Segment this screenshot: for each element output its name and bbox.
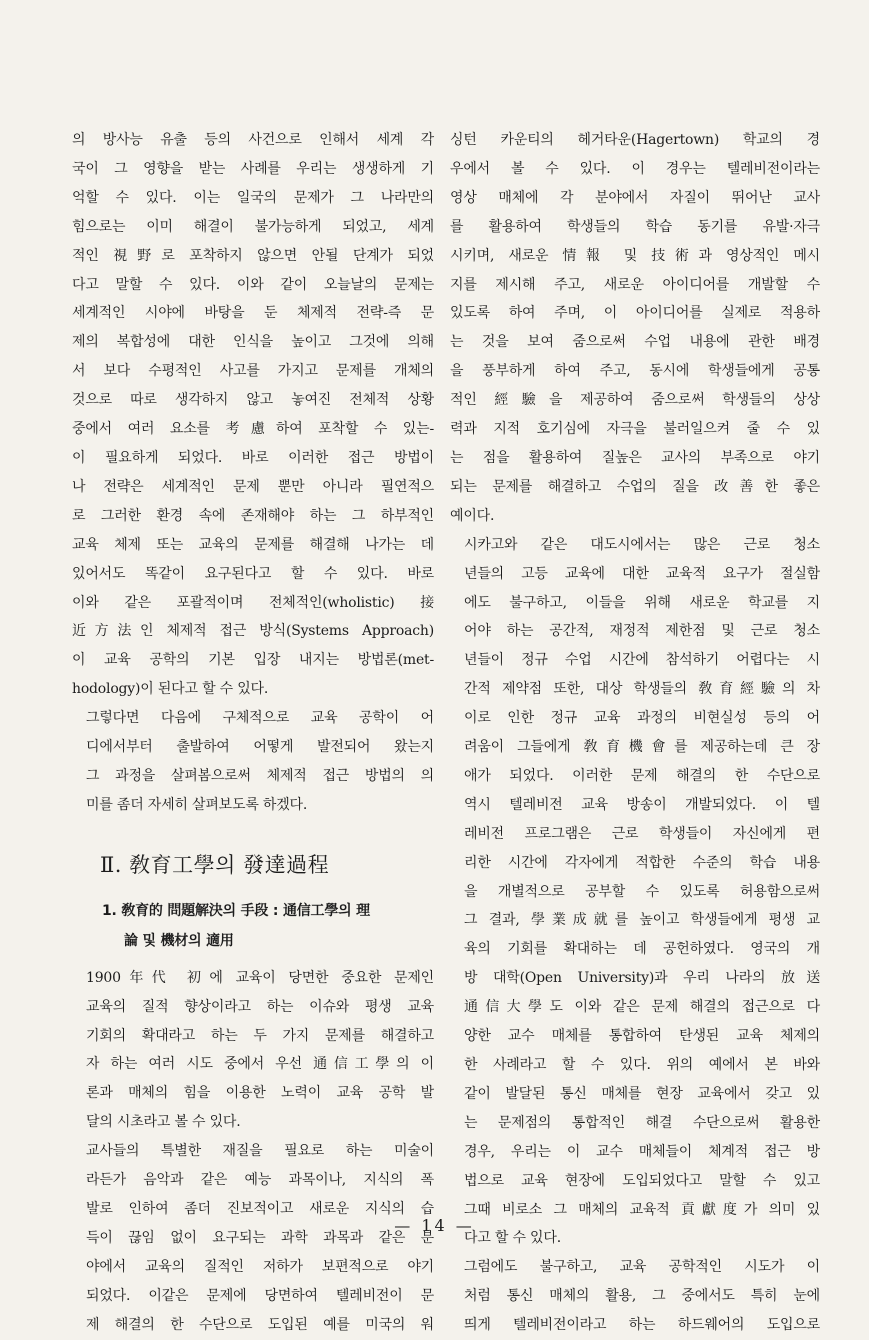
text-line: 년들이 정규 수업 시간에 참석하기 어렵다는 시 [464,652,820,669]
text-line: 로 그러한 환경 속에 존재해야 하는 그 하부적인 [72,507,434,524]
text-line: 적인 視野로 포착하지 않으면 안될 단계가 되었 [72,247,434,264]
text-line: 싱턴 카운티의 헤거타운(Hagertown) 학교의 경 [450,132,820,148]
text-line: 예이다. [450,507,495,524]
text-line: 있어서도 똑같이 요구된다고 할 수 있다. 바로 [72,565,434,582]
text-line: 애가 되었다. 이러한 문제 해결의 한 수단으로 [464,767,820,784]
text-line: 나 전략은 세계적인 문제 뿐만 아니라 필연적으 [72,478,434,495]
text-line: 시키며, 새로운 情報 및 技術과 영상적인 메시 [450,247,820,264]
text-line: 를 활용하여 학생들의 학습 동기를 유발·자극 [450,218,820,235]
text-line: 리한 시간에 각자에게 적합한 수준의 학습 내용 [464,854,820,871]
text-line: 그 과정을 살펴봄으로써 체제적 접근 방법의 의 [86,767,434,784]
paragraph [72,126,434,704]
text-line: 제의 복합성에 대한 인식을 높이고 그것에 의해 [72,334,434,351]
text-line: hodology)이 된다고 할 수 있다. [72,681,269,698]
text-line: 는 문제점의 통합적인 해결 수단으로써 활용한 [464,1114,820,1131]
text-line: 력과 지적 호기심에 자극을 불러일으켜 줄 수 있 [450,421,820,438]
text-line: 디에서부터 출발하여 어떻게 발전되어 왔는지 [86,739,434,756]
text-line: 되었다. 이같은 문제에 당면하여 텔레비전이 문 [86,1287,434,1304]
text-line: 방 대학(Open University)과 우리 나라의 放送 [464,970,820,987]
text-line: 그 결과, 學業成就를 높이고 학생들에게 평생 교 [464,912,820,929]
text-line: 이 필요하게 되었다. 바로 이러한 접근 방법이 [72,449,434,466]
text-line: 간적 제약점 또한, 대상 학생들의 敎育經驗의 차 [464,681,820,698]
paragraph [72,964,434,1137]
text-line: 같이 발달된 통신 매체를 현장 교육에서 갖고 있 [464,1085,820,1102]
text-line: 영상 매체에 각 분야에서 자질이 뛰어난 교사 [450,189,820,206]
text-line: 1900年代 初에 교육이 당면한 중요한 문제인 [86,969,434,986]
text-line: 힘으로는 이미 해결이 불가능하게 되었고, 세계 [72,218,434,235]
right-column [450,126,820,1340]
text-line: 세계적인 시야에 바탕을 둔 체제적 전략-즉 문 [72,305,434,322]
text-line: 년들의 고등 교육에 대한 교육적 요구가 절실함 [464,565,820,582]
text-line: 경우, 우리는 이 교수 매체들이 체계적 접근 방 [464,1143,820,1160]
paragraph [72,1137,434,1339]
text-line: 이로 인한 정규 교육 과정의 비현실성 등의 어 [464,710,820,727]
text-line: 자 하는 여러 시도 중에서 우선 通信工學의 이 [86,1056,434,1073]
text-line: 지를 제시해 주고, 새로운 아이디어를 개발할 수 [450,276,820,293]
text-line: 을 풍부하게 하여 주고, 동시에 학생들에게 공통 [450,363,820,380]
text-line: 되는 문제를 해결하고 수업의 질을 改善한 좋은 [450,478,820,495]
text-line: 그때 비로소 그 매체의 교육적 貢獻度가 의미 있 [464,1201,820,1218]
text-line: 그렇다면 다음에 구체적으로 교육 공학이 어 [86,710,434,727]
subheading-line: 論 및 機材의 適用 [124,932,234,949]
text-line: 레비전 프로그램은 근로 학생들이 자신에게 편 [464,825,820,842]
section-heading: Ⅱ. 敎育工學의 發達過程 [100,852,330,877]
text-line: 교사들의 특별한 재질을 필요로 하는 미술이 [86,1143,434,1160]
text-line: 야에서 교육의 질적인 저하가 보편적으로 야기 [86,1258,434,1275]
text-line: 교육 체제 또는 교육의 문제를 해결해 나가는 데 [72,536,434,553]
text-line: 득이 끊임 없이 요구되는 과학 과목과 같은 분 [86,1229,434,1246]
text-line: 을 개별적으로 공부할 수 있도록 허용함으로써 [464,883,820,900]
subheading [102,896,434,956]
text-line: 는 점을 활용하여 질높은 교사의 부족으로 야기 [450,449,820,466]
text-line: 시카고와 같은 대도시에서는 많은 근로 청소 [464,536,820,553]
text-line: 억할 수 있다. 이는 일국의 문제가 그 나라만의 [72,189,434,206]
text-line: 적인 經驗을 제공하여 줌으로써 학생들의 상상 [450,392,820,409]
text-line: 국이 그 영향을 받는 사례를 우리는 생생하게 기 [72,160,434,177]
text-line: 려움이 그들에게 敎育機會를 제공하는데 큰 장 [464,739,820,756]
text-line: 다고 말할 수 있다. 이와 같이 오늘날의 문제는 [72,276,434,293]
text-line: 라든가 음악과 같은 예능 과목이나, 지식의 폭 [86,1172,434,1189]
text-line: 通信大學도 이와 같은 문제 해결의 접근으로 다 [464,999,820,1016]
text-line: 우에서 볼 수 있다. 이 경우는 텔레비전이라는 [450,160,820,177]
text-line: 것으로 따로 생각하지 않고 놓여진 전체적 상황 [72,392,434,409]
text-line: 중에서 여러 요소를 考慮하여 포착할 수 있는- [72,421,434,438]
text-line: 띄게 텔레비전이라고 하는 하드웨어의 도입으로 [464,1317,820,1334]
text-line: 법으로 교육 현장에 도입되었다고 말할 수 있고 [464,1172,820,1189]
text-line: 제 해결의 한 수단으로 도입된 예를 미국의 워 [86,1316,434,1333]
text-line: 에도 불구하고, 이들을 위해 새로운 학교를 지 [464,594,820,611]
text-line: 이 교육 공학의 기본 입장 내지는 방법론(met- [72,652,434,669]
text-line: 발로 인하여 좀더 진보적이고 새로운 지식의 습 [86,1201,434,1217]
paragraph [72,704,434,820]
text-line: 달의 시초라고 볼 수 있다. [86,1114,241,1131]
text-line: 육의 기회를 확대하는 데 공헌하였다. 영국의 개 [464,941,820,958]
paragraph [450,126,820,531]
text-line: 교육의 질적 향상이라고 하는 이슈와 평생 교육 [86,998,434,1015]
text-line: 近方法인 체제적 접근 방식(Systems Approach) [72,623,434,640]
subheading-line: 1. 敎育的 問題解決의 手段 : 通信工學의 理 [102,902,370,919]
paragraph [450,1253,820,1340]
text-line: 양한 교수 매체를 통합하여 탄생된 교육 체제의 [464,1028,820,1045]
text-line: 서 보다 수평적인 사고를 가지고 문제를 개체의 [72,363,434,380]
text-line: 어야 하는 공간적, 재정적 제한점 및 근로 청소 [464,623,820,640]
text-line: 처럼 통신 매체의 활용, 그 중에서도 특히 눈에 [464,1288,820,1305]
text-line: 있도록 하여 주며, 이 아이디어를 실제로 적용하 [450,305,820,322]
text-line: 미를 좀더 자세히 살펴보도록 하겠다. [86,796,308,813]
text-line: 그럼에도 불구하고, 교육 공학적인 시도가 이 [464,1259,820,1276]
text-line: 기회의 확대라고 하는 두 가지 문제를 해결하고 [86,1027,434,1044]
text-line: 는 것을 보여 줌으로써 수업 내용에 관한 배경 [450,334,820,351]
text-line: 론과 매체의 힘을 이용한 노력이 교육 공학 발 [86,1085,434,1102]
text-line: 한 사례라고 할 수 있다. 위의 예에서 본 바와 [464,1057,820,1073]
text-line: 다고 할 수 있다. [464,1230,561,1247]
paragraph [450,531,820,1254]
left-column [72,126,434,1340]
text-line: 이와 같은 포괄적이며 전체적인(wholistic) 接 [72,594,434,611]
page-number: — 14 — [394,1216,475,1235]
text-line: 역시 텔레비전 교육 방송이 개발되었다. 이 텔 [464,796,820,813]
text-line: 의 방사능 유출 등의 사건으로 인해서 세계 각 [72,132,434,148]
